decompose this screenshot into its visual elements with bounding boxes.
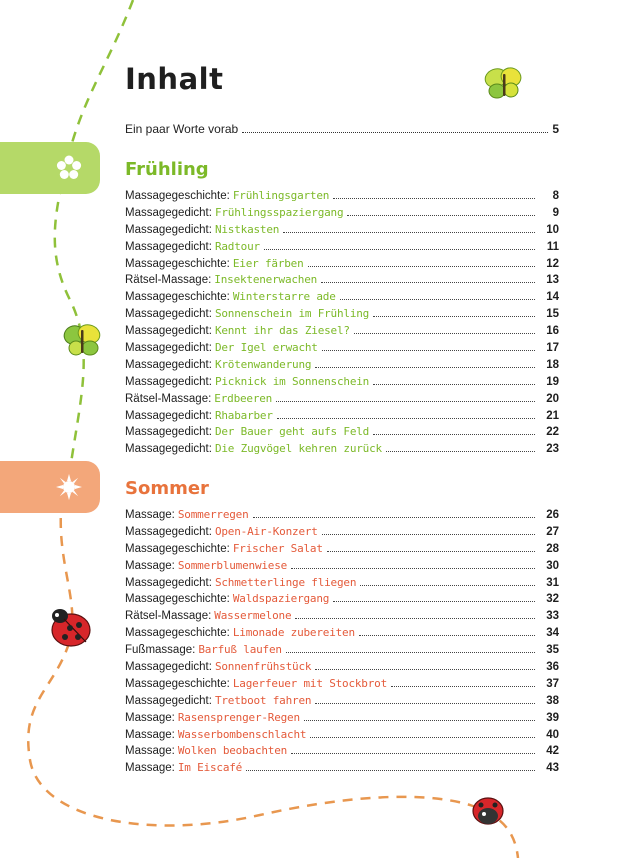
- entry-separator: :: [171, 745, 175, 758]
- entry-page: 32: [546, 593, 559, 606]
- dot-leader: [276, 401, 535, 402]
- toc-entry[interactable]: [125, 711, 559, 728]
- toc-entry[interactable]: [125, 592, 559, 609]
- entry-type: Massagegedicht: [125, 426, 209, 439]
- entry-type: Massage: [125, 762, 172, 775]
- entry-page: 33: [546, 610, 559, 623]
- entry-page: 23: [546, 443, 559, 456]
- entry-type: Massagegedicht: [125, 661, 209, 674]
- toc-entry[interactable]: [125, 626, 559, 643]
- entry-separator: :: [208, 661, 212, 674]
- page-title: Inhalt: [125, 62, 224, 96]
- toc-entry[interactable]: [125, 525, 559, 542]
- entry-separator: :: [208, 308, 212, 321]
- entry-title: Wolken beobachten: [177, 744, 288, 758]
- dot-leader: [333, 601, 535, 602]
- entry-separator: :: [226, 677, 230, 690]
- entry-separator: :: [226, 593, 230, 606]
- toc-entry[interactable]: [125, 442, 559, 459]
- toc-entry[interactable]: [125, 425, 559, 442]
- entry-title: Schmetterlinge fliegen: [214, 575, 357, 589]
- toc-entry[interactable]: [125, 576, 559, 593]
- flower-icon: [56, 155, 82, 181]
- butterfly-icon: [62, 321, 104, 361]
- toc-entry[interactable]: [125, 392, 559, 409]
- section-heading-spring: Frühling: [125, 159, 209, 180]
- entry-title: Erdbeeren: [214, 391, 273, 405]
- entry-type: Massagegedicht: [125, 342, 209, 355]
- entry-type: Massagegedicht: [125, 443, 209, 456]
- entry-type: Massage: [125, 728, 172, 741]
- dot-leader: [340, 299, 535, 300]
- entry-title: Nistkasten: [214, 222, 280, 236]
- sun-icon: [56, 474, 82, 500]
- entry-page: 10: [546, 223, 559, 236]
- toc-entry[interactable]: [125, 559, 559, 576]
- entry-page: 14: [546, 291, 559, 304]
- entry-separator: :: [208, 342, 212, 355]
- toc-entry[interactable]: [125, 660, 559, 677]
- entry-page: 16: [546, 325, 559, 338]
- dot-leader: [391, 686, 535, 687]
- entry-separator: :: [171, 559, 175, 572]
- entry-type: Rätsel-Massage: [125, 274, 209, 287]
- entry-title: Lagerfeuer mit Stockbrot: [232, 676, 388, 690]
- entry-page: 11: [546, 240, 559, 253]
- entry-type: Rätsel-Massage: [125, 392, 209, 405]
- dot-leader: [315, 367, 535, 368]
- entry-separator: :: [208, 274, 212, 287]
- dot-leader: [327, 551, 535, 552]
- dot-leader: [283, 232, 535, 233]
- entry-page: 28: [546, 542, 559, 555]
- dot-leader: [277, 418, 535, 419]
- toc-entry[interactable]: [125, 677, 559, 694]
- entry-type: Massagegedicht: [125, 325, 209, 338]
- entry-type: Massagegedicht: [125, 525, 209, 538]
- intro-page: 5: [552, 122, 559, 136]
- toc-entry[interactable]: [125, 761, 559, 778]
- entry-title: Barfuß laufen: [198, 643, 282, 657]
- entry-title: Der Bauer geht aufs Feld: [214, 425, 370, 439]
- entry-page: 38: [546, 694, 559, 707]
- ladybug-icon: [48, 606, 94, 648]
- entry-page: 13: [546, 274, 559, 287]
- entry-separator: :: [208, 426, 212, 439]
- entry-title: Frühlingsgarten: [232, 189, 330, 202]
- entry-title: Rhabarber: [214, 408, 273, 422]
- dot-leader: [359, 635, 535, 636]
- entry-separator: :: [208, 206, 212, 219]
- entry-separator: :: [226, 291, 230, 304]
- toc-entry[interactable]: [125, 257, 559, 274]
- entry-page: 18: [546, 358, 559, 371]
- toc-entry[interactable]: [125, 609, 559, 626]
- entry-separator: :: [192, 644, 196, 657]
- dot-leader: [253, 517, 535, 518]
- entry-type: Massage: [125, 745, 172, 758]
- entry-page: 42: [546, 745, 559, 758]
- entry-page: 30: [546, 559, 559, 572]
- entry-separator: :: [226, 627, 230, 640]
- entry-type: Massagegeschichte: [125, 542, 227, 555]
- entry-page: 34: [546, 627, 559, 640]
- entry-separator: :: [208, 409, 212, 422]
- entry-separator: :: [171, 762, 175, 775]
- entry-page: 17: [546, 342, 559, 355]
- entry-title: Der Igel erwacht: [214, 341, 318, 355]
- toc-entry[interactable]: [125, 206, 559, 223]
- toc-entry[interactable]: [125, 728, 559, 745]
- entry-separator: :: [208, 610, 212, 623]
- toc-list-summer: [125, 508, 559, 778]
- entry-title: Sonnenschein im Frühling: [214, 307, 370, 321]
- entry-type: Massage: [125, 559, 172, 572]
- toc-entry[interactable]: [125, 189, 559, 206]
- entry-page: 8: [552, 190, 559, 202]
- entry-type: Massagegedicht: [125, 223, 209, 236]
- entry-type: Massagegedicht: [125, 358, 209, 371]
- entry-type: Massagegeschichte: [125, 190, 227, 202]
- toc-entry[interactable]: [125, 744, 559, 761]
- toc-entry[interactable]: [125, 694, 559, 711]
- entry-separator: :: [226, 257, 230, 270]
- entry-type: Massagegedicht: [125, 409, 209, 422]
- entry-title: Eier färben: [232, 256, 304, 270]
- dot-leader: [386, 451, 535, 452]
- entry-page: 12: [546, 257, 559, 270]
- entry-separator: :: [208, 223, 212, 236]
- entry-page: 19: [546, 375, 559, 388]
- entry-type: Fußmassage: [125, 644, 193, 657]
- entry-title: Winterstarre ade: [232, 290, 336, 304]
- toc-list-spring: [125, 189, 559, 459]
- entry-separator: :: [208, 358, 212, 371]
- toc-entry[interactable]: [125, 643, 559, 660]
- entry-title: Picknick im Sonnenschein: [214, 374, 370, 388]
- entry-type: Massagegeschichte: [125, 257, 227, 270]
- entry-type: Massagegedicht: [125, 240, 209, 253]
- entry-separator: :: [208, 576, 212, 589]
- dot-leader: [310, 737, 535, 738]
- entry-type: Massagegeschichte: [125, 291, 227, 304]
- toc-entry[interactable]: [125, 409, 559, 426]
- butterfly-icon: [483, 64, 525, 104]
- dot-leader: [333, 198, 535, 199]
- entry-page: 43: [546, 762, 559, 775]
- entry-page: 22: [546, 426, 559, 439]
- entry-page: 37: [546, 677, 559, 690]
- entry-page: 31: [546, 576, 559, 589]
- entry-title: Im Eiscafé: [177, 761, 243, 775]
- toc-entry[interactable]: [125, 240, 559, 257]
- entry-type: Massagegeschichte: [125, 677, 227, 690]
- toc-entry[interactable]: [125, 542, 559, 559]
- entry-separator: :: [226, 190, 230, 202]
- dot-leader: [264, 249, 535, 250]
- entry-page: 35: [546, 644, 559, 657]
- dot-leader: [242, 132, 548, 133]
- entry-page: 36: [546, 661, 559, 674]
- entry-page: 39: [546, 711, 559, 724]
- summer-tab: [0, 461, 100, 513]
- toc-entry[interactable]: [125, 358, 559, 375]
- entry-type: Massagegedicht: [125, 375, 209, 388]
- toc-entry[interactable]: [125, 290, 559, 307]
- dot-leader: [373, 384, 535, 385]
- toc-entry[interactable]: [125, 223, 559, 240]
- entry-title: Die Zugvögel kehren zurück: [214, 442, 382, 456]
- dot-leader: [315, 703, 535, 704]
- entry-type: Massagegedicht: [125, 694, 209, 707]
- section-heading-summer: Sommer: [125, 478, 209, 499]
- toc-entry[interactable]: [125, 273, 559, 290]
- intro-label: Ein paar Worte vorab: [125, 122, 239, 136]
- entry-type: Massagegeschichte: [125, 593, 227, 606]
- entry-title: Sommerblumenwiese: [177, 558, 288, 572]
- entry-page: 40: [546, 728, 559, 741]
- dot-leader: [286, 652, 535, 653]
- dot-leader: [360, 585, 535, 586]
- dot-leader: [322, 534, 535, 535]
- entry-title: Krötenwanderung: [214, 357, 312, 371]
- entry-title: Wassermelone: [214, 609, 292, 623]
- toc-entry[interactable]: [125, 508, 559, 525]
- entry-title: Sonnenfrühstück: [214, 660, 312, 674]
- entry-separator: :: [208, 240, 212, 253]
- entry-separator: :: [171, 509, 175, 521]
- entry-page: 20: [546, 392, 559, 405]
- entry-page: 26: [546, 509, 559, 521]
- entry-page: 27: [546, 525, 559, 538]
- entry-separator: :: [226, 542, 230, 555]
- entry-title: Waldspaziergang: [232, 592, 330, 606]
- ladybug-icon: [470, 792, 506, 826]
- entry-separator: :: [208, 392, 212, 405]
- entry-title: Tretboot fahren: [214, 693, 312, 707]
- dot-leader: [354, 333, 535, 334]
- entry-page: 9: [552, 206, 559, 219]
- entry-title: Insektenerwachen: [214, 273, 318, 287]
- dot-leader: [308, 266, 535, 267]
- entry-type: Rätsel-Massage: [125, 610, 209, 623]
- entry-title: Rasensprenger-Regen: [177, 710, 300, 724]
- entry-title: Radtour: [214, 239, 260, 253]
- entry-type: Massagegedicht: [125, 308, 209, 321]
- entry-page: 21: [546, 409, 559, 422]
- entry-separator: :: [171, 711, 175, 724]
- entry-separator: :: [208, 375, 212, 388]
- entry-title: Limonade zubereiten: [232, 626, 355, 640]
- dot-leader: [291, 753, 535, 754]
- entry-title: Open-Air-Konzert: [214, 524, 318, 538]
- entry-separator: :: [208, 325, 212, 338]
- entry-separator: :: [208, 443, 212, 456]
- entry-type: Massagegedicht: [125, 576, 209, 589]
- spring-tab: [0, 142, 100, 194]
- dot-leader: [373, 434, 535, 435]
- dot-leader: [347, 215, 535, 216]
- entry-title: Frühlingsspaziergang: [214, 205, 344, 219]
- toc-entry[interactable]: [125, 341, 559, 358]
- entry-title: Frischer Salat: [232, 541, 323, 555]
- dot-leader: [373, 316, 535, 317]
- entry-separator: :: [208, 525, 212, 538]
- toc-entry[interactable]: [125, 324, 559, 341]
- dot-leader: [295, 618, 535, 619]
- dot-leader: [315, 669, 535, 670]
- entry-separator: :: [171, 728, 175, 741]
- entry-type: Massage: [125, 711, 172, 724]
- entry-type: Massage: [125, 509, 172, 521]
- dot-leader: [291, 568, 535, 569]
- entry-type: Massagegeschichte: [125, 627, 227, 640]
- entry-title: Kennt ihr das Ziesel?: [214, 324, 350, 338]
- entry-type: Massagegedicht: [125, 206, 209, 219]
- dot-leader: [304, 720, 535, 721]
- entry-title: Sommerregen: [177, 508, 249, 521]
- dot-leader: [246, 770, 535, 771]
- entry-separator: :: [208, 694, 212, 707]
- dot-leader: [321, 282, 535, 283]
- entry-title: Wasserbombenschlacht: [177, 727, 307, 741]
- dot-leader: [322, 350, 535, 351]
- entry-page: 15: [546, 308, 559, 321]
- intro-entry[interactable]: [125, 122, 559, 138]
- toc-entry[interactable]: [125, 375, 559, 392]
- toc-entry[interactable]: [125, 307, 559, 324]
